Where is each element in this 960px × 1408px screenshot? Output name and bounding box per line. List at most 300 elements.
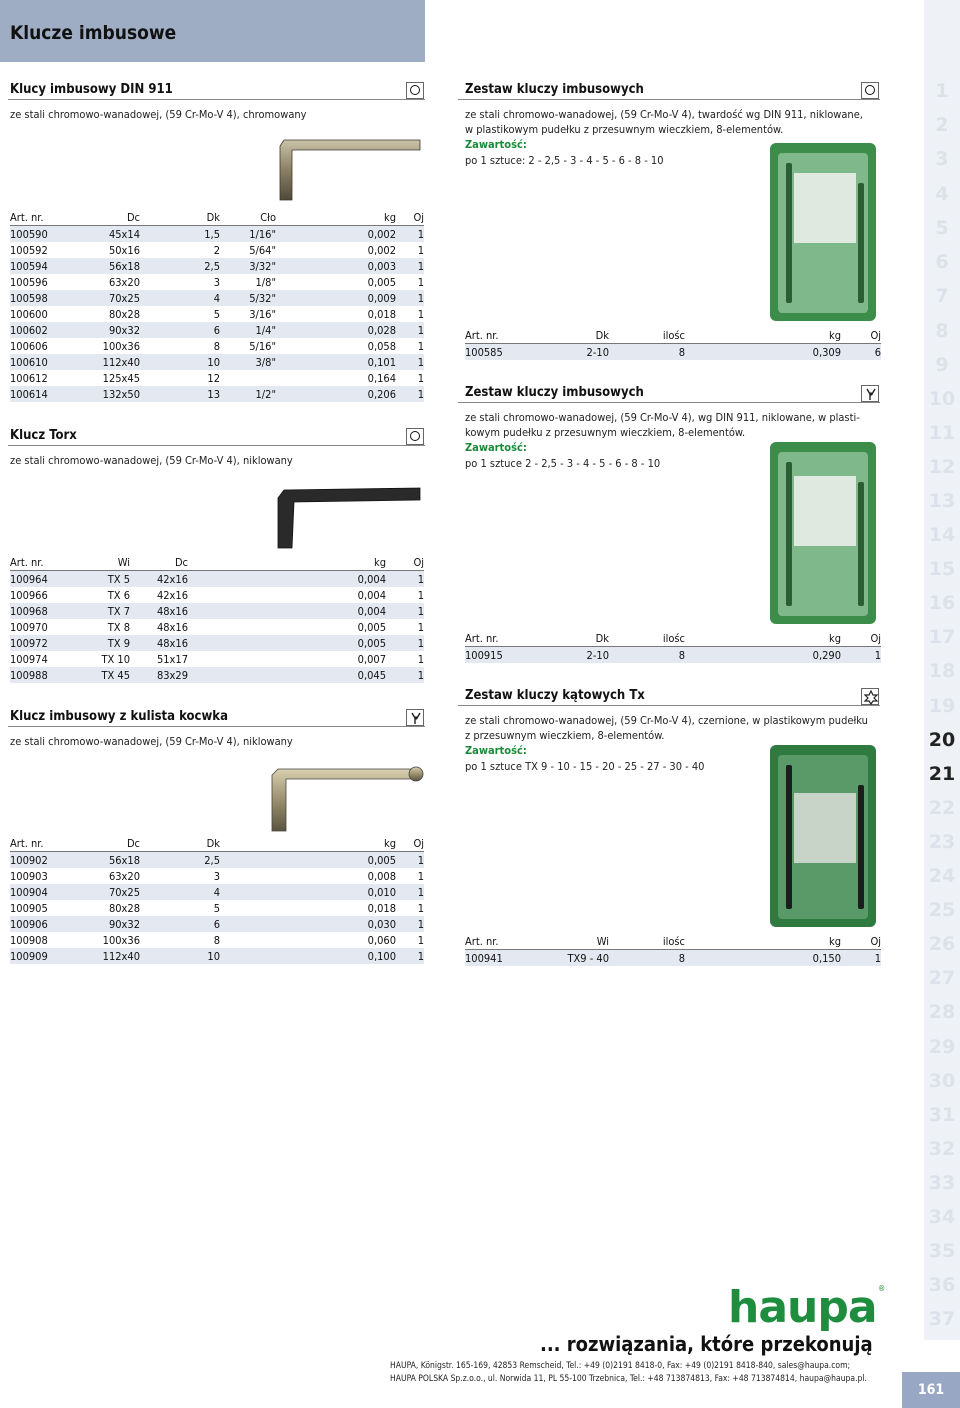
- cell: 1: [396, 290, 424, 306]
- cell: 0,150: [685, 950, 841, 967]
- chapter-number-active[interactable]: 20: [928, 729, 956, 751]
- table-row: [10, 274, 424, 290]
- section-divider: [8, 726, 425, 727]
- chapter-number[interactable]: 36: [928, 1274, 956, 1296]
- cell: 10: [140, 354, 220, 370]
- cell: 1,5: [140, 226, 220, 243]
- cell: 90x32: [68, 322, 140, 338]
- cell: 8: [609, 950, 685, 967]
- cell: 2: [213, 243, 220, 257]
- cell: 0,060: [367, 933, 396, 947]
- hex-socket-icon: [406, 428, 424, 445]
- cell: TX 5: [68, 571, 130, 588]
- chapter-number[interactable]: 34: [928, 1206, 956, 1228]
- cell: 8: [609, 344, 685, 361]
- col-header: Dk: [545, 631, 609, 647]
- cell: TX 7: [68, 603, 130, 619]
- cell: 1: [417, 652, 424, 666]
- cell: 1: [417, 371, 424, 385]
- chapter-number[interactable]: 10: [928, 388, 956, 410]
- cell: 70x25: [68, 290, 140, 306]
- cell: 1: [396, 948, 424, 964]
- chapter-number[interactable]: 23: [928, 831, 956, 853]
- cell: 100906: [10, 916, 68, 932]
- section-divider: [458, 402, 880, 403]
- cell: 100909: [10, 948, 68, 964]
- cell: 5: [213, 307, 220, 321]
- ball-key-image: [266, 765, 426, 835]
- contents-label: Zawartość:: [465, 138, 527, 151]
- chapter-number[interactable]: 13: [928, 490, 956, 512]
- cell: 0,003: [276, 258, 396, 274]
- col-header: kg: [188, 555, 386, 571]
- cell: 0,290: [685, 647, 841, 664]
- chapter-number[interactable]: 28: [928, 1001, 956, 1023]
- chapter-number[interactable]: 24: [928, 865, 956, 887]
- page-title: Klucze imbusowe: [10, 22, 177, 44]
- cell: TX9 - 40: [545, 950, 609, 967]
- cell: 48x16: [130, 603, 188, 619]
- table-row: [10, 619, 424, 635]
- cell: 100966: [10, 588, 48, 602]
- chapter-number[interactable]: 26: [928, 933, 956, 955]
- cell: 83x29: [130, 667, 188, 683]
- col-header: Dk: [140, 836, 220, 852]
- col-header: Art. nr.: [10, 836, 68, 852]
- cell: 13: [140, 386, 220, 402]
- cell: 2-10: [545, 647, 609, 664]
- cell: 1: [417, 933, 424, 947]
- cell: 1: [386, 603, 424, 619]
- table-row: [10, 635, 424, 651]
- chapter-number[interactable]: 3: [935, 148, 949, 170]
- chapter-number-active[interactable]: 21: [928, 763, 956, 785]
- cell: 56x18: [68, 258, 140, 274]
- table-row: [10, 667, 424, 683]
- cell: 3/8": [220, 354, 276, 370]
- cell: 100902: [10, 852, 68, 869]
- cell: 0,007: [357, 652, 386, 666]
- footer-address: HAUPA, Königstr. 165-169, 42853 Remscheid, Tel.: +49 (0)2191 8418-0, Fax: +49 (0)2191 8418-840, sales@haupa.com;: [390, 1361, 851, 1371]
- table-row: [10, 900, 424, 916]
- cell: 100968: [10, 603, 68, 619]
- col-header: Cło: [220, 210, 276, 226]
- cell: 100905: [10, 901, 48, 915]
- cell: 0,058: [367, 339, 396, 353]
- cell: 1: [396, 386, 424, 402]
- contents-text: po 1 sztuce 2 - 2,5 - 3 - 4 - 5 - 6 - 8 - 10: [465, 457, 661, 470]
- cell: 6: [841, 344, 881, 361]
- contents-label: Zawartość:: [465, 441, 527, 454]
- cell: 1: [396, 258, 424, 274]
- chapter-number[interactable]: 8: [935, 320, 949, 342]
- cell: 0,002: [276, 226, 396, 243]
- table-row: [465, 647, 881, 664]
- cell: 1: [396, 916, 424, 932]
- slogan: ... rozwiązania, które przekonują: [540, 1332, 873, 1356]
- cell: 0,309: [685, 344, 841, 361]
- cell: 5: [213, 901, 220, 915]
- cell: 100585: [465, 344, 545, 361]
- cell: 0,028: [276, 322, 396, 338]
- col-header: Art. nr.: [465, 934, 545, 950]
- cell: 3/16": [249, 307, 276, 321]
- cell: 100941: [465, 950, 545, 967]
- cell: 1/4": [220, 322, 276, 338]
- cell: 100974: [10, 652, 48, 666]
- cell: 51x17: [156, 652, 188, 666]
- chapter-number[interactable]: 14: [928, 524, 956, 546]
- cell: 1: [417, 243, 424, 257]
- cell: TX 45: [68, 667, 130, 683]
- cell: 100598: [10, 290, 68, 306]
- section-description: kowym pudełku z przesuwnym wieczkiem, 8-elementów.: [465, 426, 746, 439]
- cell: 1: [386, 667, 424, 683]
- cell: 48x16: [130, 635, 188, 651]
- cell: 1: [386, 571, 424, 588]
- cell: 112x40: [68, 948, 140, 964]
- chapter-number[interactable]: 16: [928, 592, 956, 614]
- col-header: Oj: [386, 555, 424, 571]
- cell: 100970: [10, 620, 48, 634]
- table-row: [10, 916, 424, 932]
- cell: 100964: [10, 571, 68, 588]
- cell: 6: [140, 322, 220, 338]
- section-description: z przesuwnym wieczkiem, 8-elementów.: [465, 729, 665, 742]
- cell: 1: [417, 869, 424, 883]
- ball-key-set-image: [770, 442, 876, 624]
- cell: TX 10: [101, 652, 130, 666]
- section-description: ze stali chromowo-wanadowej, (59 Cr-Mo-V 4), czernione, w plastikowym pudełku: [465, 714, 868, 727]
- cell: 1: [396, 852, 424, 869]
- cell: 42x16: [130, 571, 188, 588]
- cell: 10: [140, 948, 220, 964]
- cell: 1: [396, 322, 424, 338]
- table-row: [10, 651, 424, 667]
- table-row: [10, 226, 424, 243]
- cell: 1/2": [220, 386, 276, 402]
- cell: 1/16": [220, 226, 276, 243]
- section-title: Zestaw kluczy kątowych Tx: [465, 688, 645, 703]
- cell: 5/64": [249, 243, 276, 257]
- section-title: Klucz Torx: [10, 428, 77, 443]
- cell: 100590: [10, 226, 68, 243]
- chapter-number[interactable]: 9: [935, 354, 949, 376]
- ball-end-icon: [406, 709, 424, 726]
- cell: 0,004: [357, 588, 386, 602]
- chapter-index: [924, 0, 960, 1340]
- torx-table: [10, 555, 424, 683]
- cell: 0,009: [276, 290, 396, 306]
- col-header: Wi: [545, 934, 609, 950]
- cell: 100592: [10, 243, 48, 257]
- cell: 80x28: [108, 307, 140, 321]
- cell: 56x18: [68, 852, 140, 869]
- cell: 1: [417, 901, 424, 915]
- cell: TX 6: [107, 588, 130, 602]
- col-header: Art. nr.: [465, 631, 545, 647]
- set3-table: [465, 934, 881, 966]
- chapter-number[interactable]: 15: [928, 558, 956, 580]
- section-title: Klucy imbusowy DIN 911: [10, 82, 173, 97]
- cell: 5/16": [249, 339, 276, 353]
- cell: 0,005: [188, 635, 386, 651]
- table-row: [10, 354, 424, 370]
- col-header: ilośc: [609, 328, 685, 344]
- cell: 3: [213, 275, 220, 289]
- col-header: Dc: [68, 210, 140, 226]
- cell: 0,005: [220, 852, 396, 869]
- section-divider: [8, 445, 425, 446]
- chapter-number[interactable]: 17: [928, 626, 956, 648]
- cell: 50x16: [108, 243, 140, 257]
- cell: 8: [213, 933, 220, 947]
- table-row: [10, 290, 424, 306]
- section-description: ze stali chromowo-wanadowej, (59 Cr-Mo-V 4), niklowany: [10, 735, 293, 748]
- cell: [220, 370, 276, 386]
- hex-key-image: [266, 136, 426, 206]
- cell: 4: [140, 290, 220, 306]
- cell: 0,018: [367, 307, 396, 321]
- cell: 1: [396, 226, 424, 243]
- cell: 100972: [10, 635, 68, 651]
- col-header: Dc: [68, 836, 140, 852]
- cell: 1: [417, 275, 424, 289]
- cell: 100606: [10, 339, 48, 353]
- cell: 100915: [465, 647, 545, 664]
- chapter-number[interactable]: 22: [928, 797, 956, 819]
- section-description: ze stali chromowo-wanadowej, (59 Cr-Mo-V 4), niklowany: [10, 454, 293, 467]
- chapter-number[interactable]: 18: [928, 660, 956, 682]
- cell: 0,030: [220, 916, 396, 932]
- cell: 0,101: [276, 354, 396, 370]
- cell: 0,004: [188, 571, 386, 588]
- cell: 0,005: [357, 620, 386, 634]
- chapter-number[interactable]: 30: [928, 1070, 956, 1092]
- cell: 1: [396, 884, 424, 900]
- table-row: [10, 242, 424, 258]
- set2-table: [465, 631, 881, 663]
- cell: 132x50: [68, 386, 140, 402]
- cell: 100903: [10, 869, 48, 883]
- cell: TX 8: [107, 620, 130, 634]
- cell: 112x40: [68, 354, 140, 370]
- contents-label: Zawartość:: [465, 744, 527, 757]
- cell: 6: [140, 916, 220, 932]
- din911-table: [10, 210, 424, 402]
- cell: 1: [396, 354, 424, 370]
- col-header: Art. nr.: [10, 555, 68, 571]
- cell: 42x16: [156, 588, 188, 602]
- chapter-number[interactable]: 33: [928, 1172, 956, 1194]
- table-row: [10, 370, 424, 386]
- cell: 0,004: [188, 603, 386, 619]
- cell: 63x20: [108, 275, 140, 289]
- torx-key-set-image: [770, 745, 876, 927]
- cell: 0,008: [367, 869, 396, 883]
- cell: TX 9: [68, 635, 130, 651]
- chapter-number[interactable]: 32: [928, 1138, 956, 1160]
- section-description: ze stali chromowo-wanadowej, (59 Cr-Mo-V 4), wg DIN 911, niklowane, w plasti-: [465, 411, 860, 424]
- table-row: [10, 852, 424, 869]
- cell: 2,5: [140, 852, 220, 869]
- col-header: kg: [220, 836, 396, 852]
- col-header: Oj: [396, 210, 424, 226]
- col-header: Oj: [841, 631, 881, 647]
- section-title: Zestaw kluczy imbusowych: [465, 82, 644, 97]
- col-header: Dk: [545, 328, 609, 344]
- section-title: Klucz imbusowy z kulista kocwka: [10, 709, 228, 724]
- cell: 100908: [10, 933, 48, 947]
- cell: 1: [417, 588, 424, 602]
- cell: 100594: [10, 258, 68, 274]
- section-description: ze stali chromowo-wanadowej, (59 Cr-Mo-V 4), twardość wg DIN 911, niklowane,: [465, 108, 863, 121]
- col-header: ilośc: [609, 934, 685, 950]
- table-row: [10, 306, 424, 322]
- cell: 1: [417, 339, 424, 353]
- cell: 100x36: [102, 339, 140, 353]
- footer-address: HAUPA POLSKA Sp.z.o.o., ul. Norwida 11, PL 55-100 Trzebnica, Tel.: +48 713874813, Fax: +48 713874814, haupa@haupa.pl.: [390, 1374, 867, 1384]
- cell: 2-10: [545, 344, 609, 361]
- col-header: Art. nr.: [465, 328, 545, 344]
- cell: 0,010: [220, 884, 396, 900]
- table-row: [10, 587, 424, 603]
- cell: 100x36: [102, 933, 140, 947]
- cell: 0,045: [188, 667, 386, 683]
- cell: 2,5: [140, 258, 220, 274]
- col-header: Dk: [140, 210, 220, 226]
- col-header: Oj: [841, 934, 881, 950]
- cell: 3/32": [220, 258, 276, 274]
- col-header: Oj: [841, 328, 881, 344]
- torx-icon: [861, 688, 879, 705]
- cell: 70x25: [68, 884, 140, 900]
- table-row: [10, 868, 424, 884]
- chapter-number[interactable]: 5: [935, 217, 949, 239]
- hex-key-set-image: [770, 143, 876, 321]
- col-header: kg: [685, 328, 841, 344]
- cell: 12: [207, 371, 220, 385]
- cell: 1/8": [255, 275, 276, 289]
- hex-socket-icon: [406, 82, 424, 99]
- cell: 0,018: [367, 901, 396, 915]
- cell: 90x32: [68, 916, 140, 932]
- chapter-number[interactable]: 27: [928, 967, 956, 989]
- chapter-number[interactable]: 1: [935, 80, 949, 102]
- set1-table: [465, 328, 881, 360]
- cell: 0,002: [367, 243, 396, 257]
- table-row: [10, 948, 424, 964]
- chapter-number[interactable]: 19: [928, 695, 956, 717]
- section-divider: [458, 705, 880, 706]
- cell: 45x14: [68, 226, 140, 243]
- cell: 8: [609, 647, 685, 664]
- cell: 0,100: [220, 948, 396, 964]
- registered-mark-icon: ®: [878, 1284, 886, 1293]
- cell: 125x45: [102, 371, 140, 385]
- contents-text: po 1 sztuce TX 9 - 10 - 15 - 20 - 25 - 27 - 30 - 40: [465, 760, 705, 773]
- cell: 100596: [10, 275, 48, 289]
- cell: 1: [417, 307, 424, 321]
- col-header: kg: [276, 210, 396, 226]
- cell: 3: [213, 869, 220, 883]
- cell: 1: [417, 620, 424, 634]
- col-header: ilośc: [609, 631, 685, 647]
- cell: 80x28: [108, 901, 140, 915]
- table-row: [465, 950, 881, 967]
- cell: 100988: [10, 667, 68, 683]
- chapter-number[interactable]: 6: [935, 251, 949, 273]
- table-row: [10, 322, 424, 338]
- table-row: [10, 338, 424, 354]
- col-header: Art. nr.: [10, 210, 68, 226]
- section-description: w plastikowym pudełku z przesuwnym wieczkiem, 8-elementów.: [465, 123, 784, 136]
- section-divider: [458, 99, 880, 100]
- table-row: [10, 603, 424, 619]
- cell: 48x16: [156, 620, 188, 634]
- col-header: Oj: [396, 836, 424, 852]
- chapter-number[interactable]: 29: [928, 1036, 956, 1058]
- contents-text: po 1 sztuce: 2 - 2,5 - 3 - 4 - 5 - 6 - 8 - 10: [465, 154, 664, 167]
- table-row: [465, 344, 881, 361]
- cell: 100610: [10, 354, 68, 370]
- table-row: [10, 932, 424, 948]
- hex-socket-icon: [861, 82, 879, 99]
- chapter-number[interactable]: 11: [928, 422, 956, 444]
- cell: 1: [841, 647, 881, 664]
- cell: 4: [140, 884, 220, 900]
- haupa-logo: haupa: [728, 1282, 877, 1333]
- section-title: Zestaw kluczy imbusowych: [465, 385, 644, 400]
- cell: 0,206: [276, 386, 396, 402]
- table-row: [10, 571, 424, 588]
- col-header: Dc: [130, 555, 188, 571]
- chapter-number[interactable]: 35: [928, 1240, 956, 1262]
- cell: 100600: [10, 307, 48, 321]
- cell: 100904: [10, 884, 68, 900]
- cell: 63x20: [108, 869, 140, 883]
- cell: 0,164: [367, 371, 396, 385]
- col-header: kg: [685, 631, 841, 647]
- cell: 5/32": [220, 290, 276, 306]
- cell: 100614: [10, 386, 68, 402]
- cell: 8: [213, 339, 220, 353]
- section-divider: [8, 99, 425, 100]
- chapter-number[interactable]: 25: [928, 899, 956, 921]
- cell: 100602: [10, 322, 68, 338]
- table-row: [10, 884, 424, 900]
- torx-key-image: [266, 484, 426, 554]
- cell: 0,005: [367, 275, 396, 289]
- cell: 100612: [10, 371, 48, 385]
- table-row: [10, 258, 424, 274]
- page-number: 161: [902, 1372, 960, 1408]
- chapter-number[interactable]: 4: [935, 183, 949, 205]
- chapter-number[interactable]: 12: [928, 456, 956, 478]
- ball-table: [10, 836, 424, 964]
- col-header: Wi: [68, 555, 130, 571]
- table-row: [10, 386, 424, 402]
- chapter-number[interactable]: 7: [935, 285, 949, 307]
- cell: 1: [841, 950, 881, 967]
- section-description: ze stali chromowo-wanadowej, (59 Cr-Mo-V 4), chromowany: [10, 108, 307, 121]
- ball-end-icon: [861, 385, 879, 402]
- chapter-number[interactable]: 31: [928, 1104, 956, 1126]
- col-header: kg: [685, 934, 841, 950]
- chapter-number[interactable]: 2: [935, 114, 949, 136]
- cell: 1: [386, 635, 424, 651]
- chapter-number[interactable]: 37: [928, 1308, 956, 1330]
